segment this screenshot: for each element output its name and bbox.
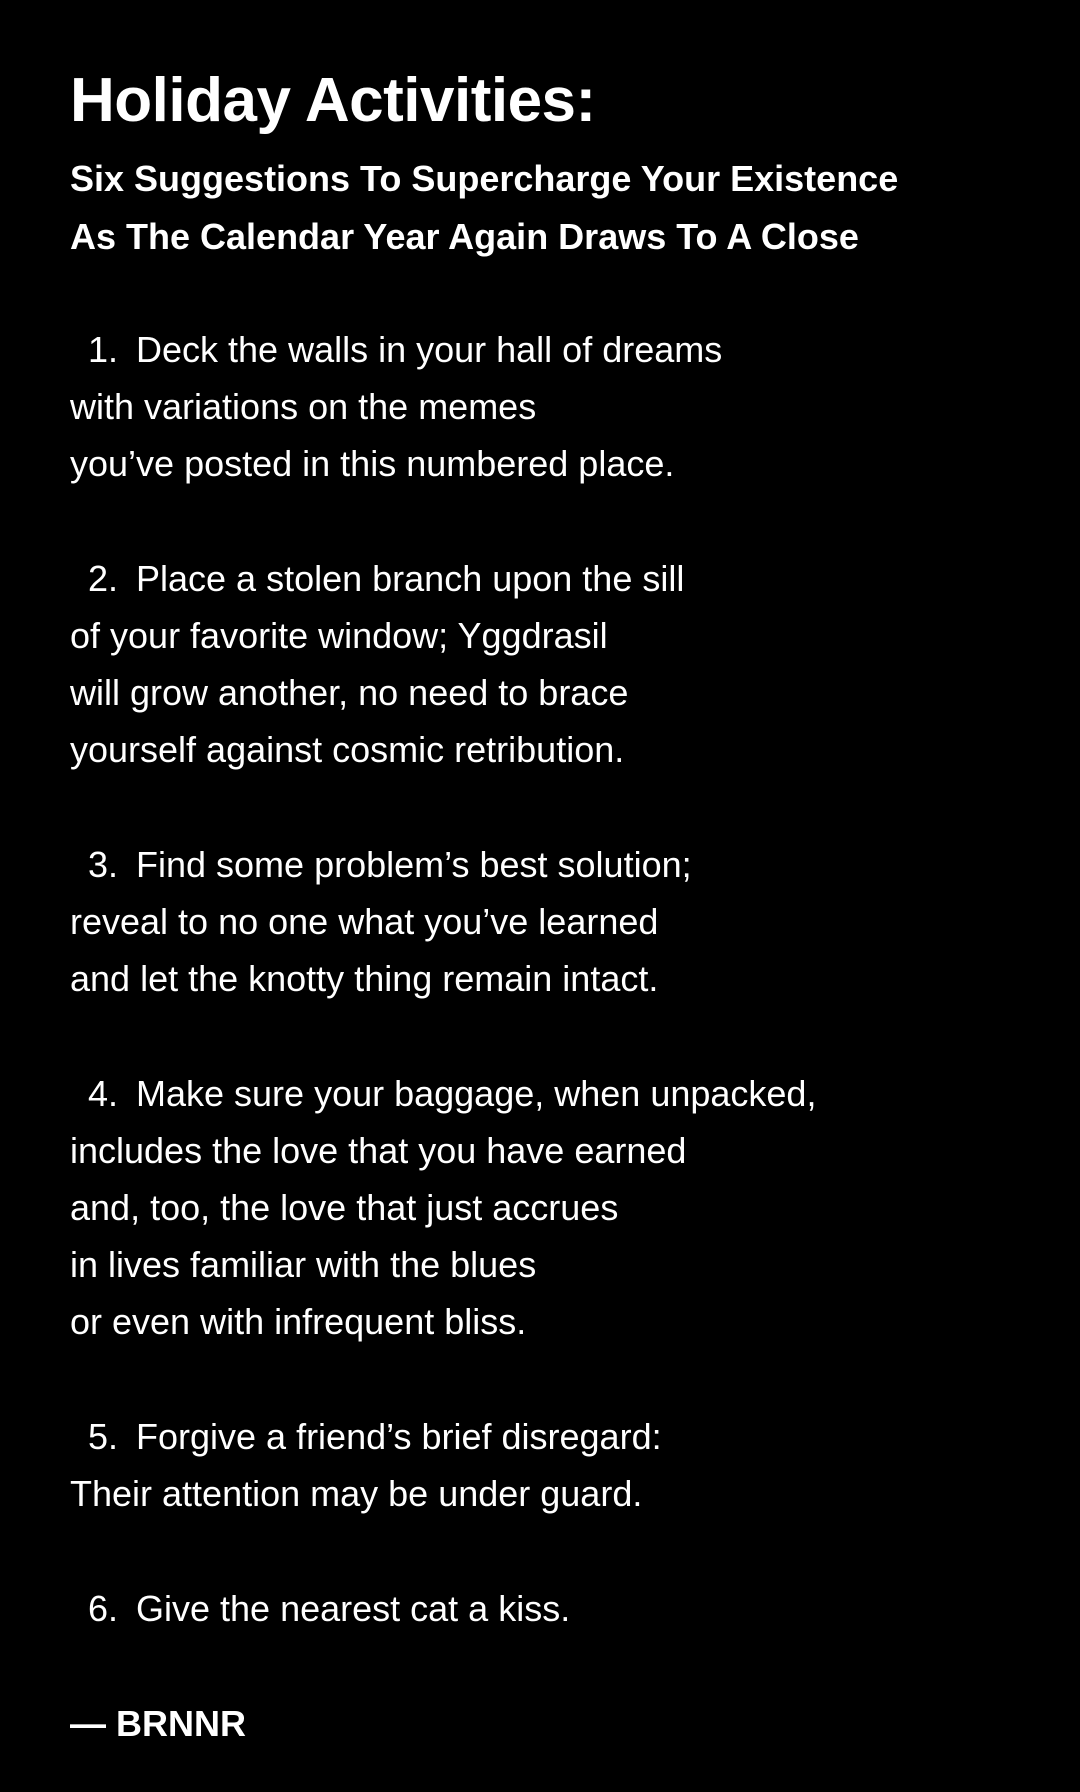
stanza-1 (70, 321, 1050, 492)
poem-body (70, 321, 1050, 1637)
stanza-line: of your favorite window; Yggdrasil (70, 615, 608, 656)
stanza-line: reveal to no one what you’ve learned (70, 901, 659, 942)
stanza-line: you’ve posted in this numbered place. (70, 443, 675, 484)
signature: — BRNNR (70, 1703, 246, 1744)
stanza-number: 3. (88, 844, 119, 885)
stanza-number: 1. (88, 329, 119, 370)
stanza-line (70, 836, 1050, 893)
stanza-text: Make sure your baggage, when unpacked, (136, 1073, 817, 1114)
subtitle-line: As The Calendar Year Again Draws To A Close (70, 216, 859, 257)
stanza-line: will grow another, no need to brace (70, 672, 629, 713)
stanza-3 (70, 836, 1050, 1007)
stanza-4 (70, 1065, 1050, 1350)
stanza-line (70, 1580, 1050, 1637)
stanza-line: or even with infrequent bliss. (70, 1301, 527, 1342)
poem-note (70, 62, 1050, 1752)
stanza-line (70, 1065, 1050, 1122)
stanza-line: and let the knotty thing remain intact. (70, 958, 659, 999)
stanza-text: Place a stolen branch upon the sill (136, 558, 685, 599)
stanza-6 (70, 1580, 1050, 1637)
stanza-line: includes the love that you have earned (70, 1130, 687, 1171)
stanza-text: Find some problem’s best solution; (136, 844, 692, 885)
stanza-line (70, 321, 1050, 378)
stanza-line: yourself against cosmic retribution. (70, 729, 625, 770)
subtitle-line: Six Suggestions To Supercharge Your Existence (70, 158, 899, 199)
stanza-5 (70, 1408, 1050, 1522)
stanza-line (70, 1408, 1050, 1465)
stanza-number: 2. (88, 558, 119, 599)
stanza-line: with variations on the memes (70, 386, 537, 427)
stanza-line: Their attention may be under guard. (70, 1473, 643, 1514)
stanza-number: 4. (88, 1073, 119, 1114)
stanza-text: Forgive a friend’s brief disregard: (136, 1416, 662, 1457)
stanza-text: Give the nearest cat a kiss. (136, 1588, 571, 1629)
stanza-number: 6. (88, 1588, 119, 1629)
stanza-2 (70, 550, 1050, 778)
page-title: Holiday Activities: (70, 66, 596, 135)
stanza-number: 5. (88, 1416, 119, 1457)
stanza-line: in lives familiar with the blues (70, 1244, 537, 1285)
subtitle (70, 150, 1050, 266)
stanza-text: Deck the walls in your hall of dreams (136, 329, 723, 370)
stanza-line (70, 550, 1050, 607)
stanza-line: and, too, the love that just accrues (70, 1187, 619, 1228)
